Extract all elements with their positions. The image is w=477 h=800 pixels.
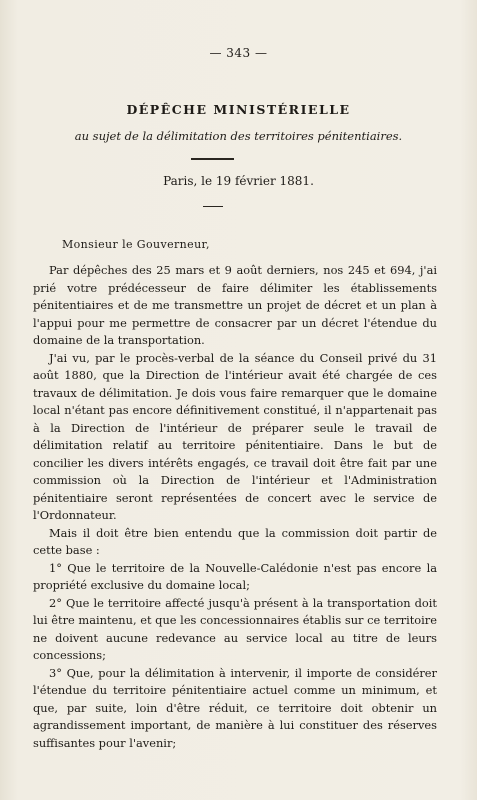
dateline: Paris, le 19 février 1881.: [163, 174, 314, 188]
salutation: Monsieur le Gouverneur,: [62, 238, 210, 251]
dispatch-subtitle: au sujet de la délimitation des territoires pénitentiaires.: [74, 129, 403, 143]
list-item-1: 1° Que le territoire de la Nouvelle-Calédonie n'est pas encore la propriété exclusive du domaine local;: [33, 560, 437, 592]
dispatch-body: [33, 262, 437, 752]
paragraph-2: J'ai vu, par le procès-verbal de la séance du Conseil privé du 31 août 1880, que la Direction de l'intérieur avait été chargée de ces travaux de délimitation. Je dois vous faire remarquer que le domaine local n'étant pas encore définitivement constitué, il n'appartenait pas à la Direction de l'intérieur de préparer seule le travail de délimitation relatif au territoire pénitentiaire. Dans le but de concilier les divers intérêts engagés, ce travail doit être fait par une commission où la Direction de l'intérieur et l'Administration pénitentiaire seront représentées de concert avec le service de l'Ordonnateur.: [33, 350, 437, 522]
list-item-3: 3° Que, pour la délimitation à intervenir, il importe de considérer l'étendue du territoire pénitentiaire actuel comme un minimum, et que, par suite, loin d'être réduit, ce territoire doit obtenir un agrandissement important, de manière à lui constituer des réserves suffisantes pour l'avenir;: [33, 665, 437, 750]
page-number: — 343 —: [209, 46, 268, 60]
dispatch-title: DÉPÊCHE MINISTÉRIELLE: [126, 102, 351, 117]
list-item-2: 2° Que le territoire affecté jusqu'à présent à la transportation doit lui être maintenu, et que les concessionnaires établis sur ce territoire ne doivent aucune redevance au service local au titre de leurs concessions;: [33, 595, 437, 662]
date-rule: [203, 206, 223, 207]
title-rule: [191, 158, 234, 160]
paragraph-1: Par dépêches des 25 mars et 9 août derniers, nos 245 et 694, j'ai prié votre prédécesseur de faire délimiter les établissements pénitentiaires et de me transmettre un projet de décret et un plan à l'appui pour me permettre de consacrer par un décret l'étendue du domaine de la transportation.: [33, 263, 437, 347]
paragraph-3: Mais il doit être bien entendu que la commission doit partir de cette base :: [33, 525, 437, 557]
